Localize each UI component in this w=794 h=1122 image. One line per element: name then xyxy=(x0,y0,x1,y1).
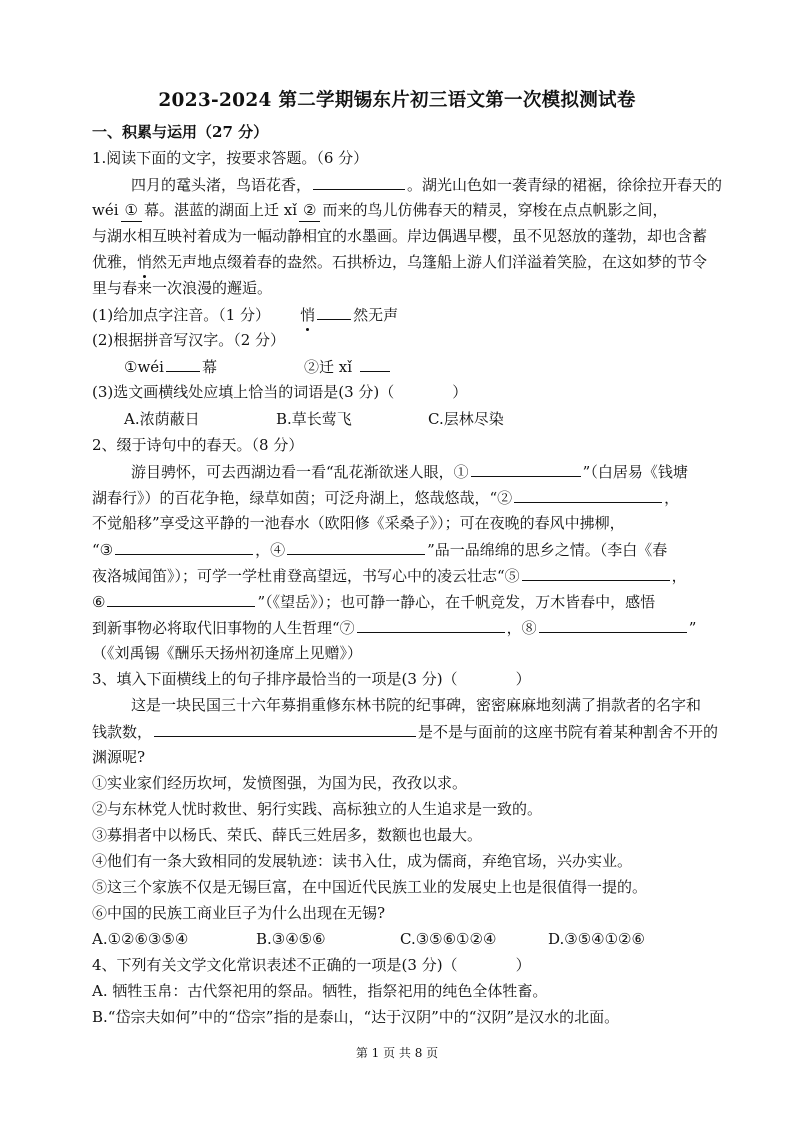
q3-passage-line xyxy=(92,720,718,743)
q3-option-c[interactable]: C.③⑤⑥①②④ xyxy=(400,930,497,948)
q1-sub3 xyxy=(92,381,467,403)
q1-passage-line: 里与春来一次浪漫的邂逅。 xyxy=(92,279,273,297)
text: (3)选文画横线处应填上恰当的词语是(3 分)（ xyxy=(92,383,395,401)
text: ”（白居易《钱塘 xyxy=(582,463,688,481)
q2-line xyxy=(131,460,688,483)
text: 3、填入下面横线上的句子排序最恰当的一项是(3 分)（ xyxy=(92,670,458,688)
q1-passage-line xyxy=(92,251,707,273)
answer-blank-2[interactable] xyxy=(514,486,662,503)
text: 游目骋怀，可去西湖边看一看“乱花渐欲迷人眼，① xyxy=(131,463,469,481)
q1-sub2-b xyxy=(304,355,392,378)
text: “③ xyxy=(92,541,114,559)
text: 然无声 xyxy=(353,306,399,324)
q3-sentence-5: ⑤这三个家族不仅是无锡巨富，在中国近代民族工业的发展史上也是很值得一提的。 xyxy=(92,878,648,896)
q3-sentence-3: ③募捐者中以杨氏、荣氏、薛氏三姓居多，数额也也最大。 xyxy=(92,826,483,844)
pinyin: wéi xyxy=(92,201,119,219)
q1-stem: 1.阅读下面的文字，按要求答题。（6 分） xyxy=(92,149,369,167)
q2-line xyxy=(92,616,696,639)
text: 幕 xyxy=(201,358,217,376)
text: ，⑧ xyxy=(506,619,537,637)
text: 。湖光山色如一袭青绿的裙裾，徐徐拉开春天的 xyxy=(407,176,723,194)
q3-sentence-1: ①实业家们经历坎坷，发愤图强，为国为民，孜孜以求。 xyxy=(92,774,468,792)
text: ⑥ xyxy=(92,593,106,611)
answer-blank[interactable] xyxy=(154,720,416,737)
text: 夜洛城闻笛》）；可学一学杜甫登高望远，书写心中的凌云壮志“⑤ xyxy=(92,567,520,585)
answer-blank-3[interactable] xyxy=(115,538,253,555)
q3-passage-line: 这是一块民国三十六年募捐重修东林书院的纪事碑，密密麻麻地刻满了捐款者的名字和 xyxy=(131,696,702,714)
answer-blank-6[interactable] xyxy=(107,590,255,607)
text: ） xyxy=(452,383,468,401)
text: ②迁 xǐ xyxy=(304,358,353,376)
q1-option-b[interactable]: B.草长莺飞 xyxy=(276,410,352,428)
q1-sub1 xyxy=(92,303,398,326)
text: 4、下列有关文学文化常识表述不正确的一项是(3 分)（ xyxy=(92,956,458,974)
text: 幕。湛蓝的湖面上迁 xǐ xyxy=(143,201,297,219)
text: ①wéi xyxy=(124,358,164,376)
q4-option-b[interactable]: B.“岱宗夫如何”中的“岱宗”指的是泰山，“达于汉阴”中的“汉阴”是汉水的北面。 xyxy=(92,1008,620,1026)
text: 而来的鸟儿仿佛春天的精灵，穿梭在点点帆影之间， xyxy=(322,201,668,219)
q3-stem xyxy=(92,668,531,690)
text: ，④ xyxy=(255,541,286,559)
answer-blank-5[interactable] xyxy=(522,564,670,581)
q4-stem xyxy=(92,954,531,976)
text: ， xyxy=(664,489,680,507)
q2-line xyxy=(92,538,667,561)
q1-passage-line: 与湖水相互映衬着成为一幅动静相宜的水墨画。岸边偶遇早樱，虽不见怒放的蓬勃，却也含蓄 xyxy=(92,227,708,245)
q2-line: 不觉船移”享受这平静的一池春水（欧阳修《采桑子》）；可在夜晚的春风中拂柳， xyxy=(92,514,625,532)
answer-blank[interactable] xyxy=(317,303,351,320)
text: 优雅， xyxy=(92,253,138,271)
text: 是不是与面前的这座书院有着某种割舍不开的 xyxy=(418,723,719,741)
answer-blank-1[interactable] xyxy=(471,460,581,477)
q2-source: （《刘禹锡《酬乐天扬州初逢席上见赠》） xyxy=(92,644,363,662)
text: ”品一品绵绵的思乡之情。（李白《春 xyxy=(427,541,668,559)
text: 然无声地点缀着春的盎然。石拱桥边，乌篷船上游人们洋溢着笑脸，在这如梦的节令 xyxy=(152,253,708,271)
answer-blank[interactable] xyxy=(360,355,390,372)
q1-passage-line xyxy=(92,199,667,222)
text: 钱款数， xyxy=(92,723,153,741)
exam-title: 2023-2024 第二学期锡东片初三语文第一次模拟测试卷 xyxy=(158,90,636,111)
answer-blank-7[interactable] xyxy=(357,616,505,633)
answer-blank[interactable] xyxy=(166,355,200,372)
q3-sentence-4: ④他们有一条大致相同的发展轨迹：读书入仕，成为儒商，弃绝官场，兴办实业。 xyxy=(92,852,633,870)
text: (1)给加点字注音。（1 分） xyxy=(92,306,271,324)
q2-stem: 2、缀于诗句中的春天。（8 分） xyxy=(92,436,304,454)
q3-option-a[interactable]: A.①②⑥③⑤④ xyxy=(92,930,189,948)
q3-sentence-6: ⑥中国的民族工商业巨子为什么出现在无锡? xyxy=(92,904,386,922)
text: 到新事物必将取代旧事物的人生哲理“⑦ xyxy=(92,619,355,637)
text: ， xyxy=(671,567,687,585)
answer-blank[interactable] xyxy=(313,173,405,190)
text: ” xyxy=(688,619,697,637)
q4-option-a[interactable]: A. 牺牲玉帛：古代祭祀用的祭品。牺牲，指祭祀用的纯色全体牲畜。 xyxy=(92,982,548,1000)
text: 湖春行》）的百花争艳，绿草如茵；可泛舟湖上，悠哉悠哉，“② xyxy=(92,489,513,507)
q3-option-d[interactable]: D.③⑤④①②⑥ xyxy=(548,930,645,948)
q1-option-c[interactable]: C.层林尽染 xyxy=(428,410,504,428)
dotted-character: 悄 xyxy=(300,306,316,324)
q2-line xyxy=(92,590,655,613)
q1-passage-line xyxy=(131,173,722,196)
answer-blank-8[interactable] xyxy=(539,616,687,633)
q1-option-a[interactable]: A.浓荫蔽日 xyxy=(124,410,200,428)
q1-sub2-a xyxy=(124,355,217,378)
text: ） xyxy=(515,956,531,974)
q3-option-b[interactable]: B.③④⑤⑥ xyxy=(256,930,326,948)
q2-line xyxy=(92,486,679,509)
answer-blank-4[interactable] xyxy=(287,538,425,555)
answer-blank-2[interactable]: ② xyxy=(299,199,320,222)
q1-sub2: (2)根据拼音写汉字。（2 分） xyxy=(92,331,286,349)
text: ） xyxy=(515,670,531,688)
q2-line xyxy=(92,564,687,587)
dotted-character: 悄 xyxy=(137,253,153,271)
page-footer: 第 1 页 共 8 页 xyxy=(355,1046,439,1060)
text: ”（《望岳》）；也可静一静心，在千帆竞发，万木皆春中，感悟 xyxy=(257,593,656,611)
q3-sentence-2: ②与东林党人忧时救世、躬行实践、高标独立的人生追求是一致的。 xyxy=(92,800,543,818)
answer-blank-1[interactable]: ① xyxy=(121,199,142,222)
q3-passage-line: 渊源呢? xyxy=(92,748,146,766)
text: 四月的鼋头渚，鸟语花香， xyxy=(131,176,312,194)
section-heading: 一、积累与运用（27 分） xyxy=(92,123,269,141)
